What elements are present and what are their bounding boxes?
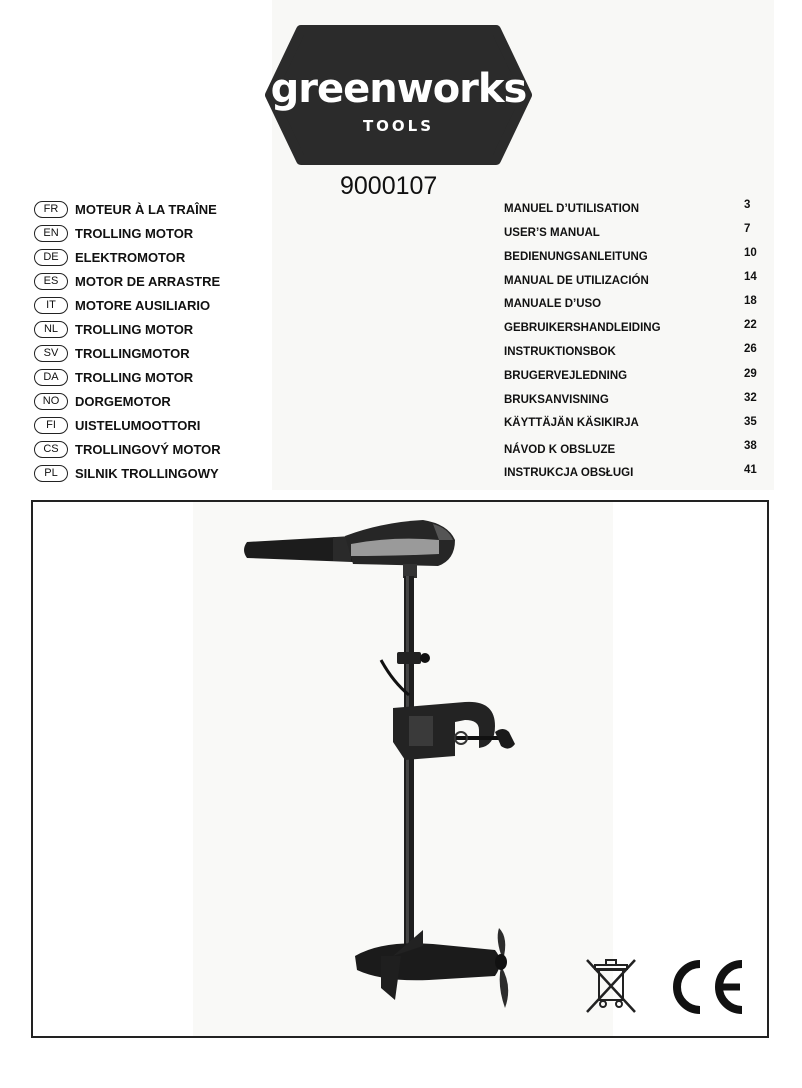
manual-title: KÄYTTÄJÄN KÄSIKIRJA <box>504 417 639 429</box>
language-row <box>34 342 190 364</box>
manual-title: GEBRUIKERSHANDLEIDING <box>504 322 661 334</box>
trolling-motor-illustration <box>233 510 573 1036</box>
product-name: SILNIK TROLLINGOWY <box>75 465 219 481</box>
product-image-frame <box>31 500 769 1038</box>
model-number: 9000107 <box>340 172 438 200</box>
language-code: FR <box>34 201 68 218</box>
language-row <box>34 222 193 244</box>
brand-name: greenworks <box>270 66 527 112</box>
language-row <box>34 318 193 340</box>
product-name: MOTEUR À LA TRAÎNE <box>75 201 217 217</box>
language-row <box>34 462 219 484</box>
page-number: 14 <box>744 271 757 283</box>
product-name: ELEKTROMOTOR <box>75 249 186 265</box>
language-code: IT <box>34 297 68 314</box>
language-row <box>34 414 200 436</box>
language-code: EN <box>34 225 68 242</box>
product-name: MOTORE AUSILIARIO <box>75 297 211 313</box>
language-code: DA <box>34 369 68 386</box>
page-number: 7 <box>744 223 751 235</box>
product-name: DORGEMOTOR <box>75 393 171 409</box>
product-name: TROLLINGOVÝ MOTOR <box>75 441 221 457</box>
page-number: 41 <box>744 464 757 476</box>
language-row <box>34 246 185 268</box>
crossed-out-bin-icon <box>581 956 641 1018</box>
product-name: TROLLINGMOTOR <box>75 345 190 361</box>
language-row <box>34 198 217 220</box>
language-code: CS <box>34 441 68 458</box>
manual-title: BEDIENUNGSANLEITUNG <box>504 251 648 263</box>
page-number: 29 <box>744 368 757 380</box>
page-number: 22 <box>744 319 757 331</box>
language-row <box>34 270 220 292</box>
ce-mark-icon <box>660 960 750 1014</box>
language-row <box>34 294 210 316</box>
page-number: 35 <box>744 416 757 428</box>
product-name: TROLLING MOTOR <box>75 225 194 241</box>
manual-title: MANUEL D’UTILISATION <box>504 203 640 215</box>
language-code: DE <box>34 249 68 266</box>
page-number: 26 <box>744 343 757 355</box>
language-code: PL <box>34 465 68 482</box>
brand-subtitle: TOOLS <box>362 117 435 135</box>
language-row <box>34 366 193 388</box>
page-number: 32 <box>744 392 757 404</box>
product-name: TROLLING MOTOR <box>75 369 194 385</box>
brand-logo <box>265 22 532 168</box>
language-code: FI <box>34 417 68 434</box>
page-number: 38 <box>744 440 757 452</box>
language-row <box>34 390 171 412</box>
manual-title: INSTRUKTIONSBOK <box>504 346 616 358</box>
manual-title: MANUAL DE UTILIZACIÓN <box>504 275 649 287</box>
page-number: 18 <box>744 295 757 307</box>
product-name: UISTELUMOOTTORI <box>75 417 201 433</box>
manual-title: BRUKSANVISNING <box>504 394 609 406</box>
manual-title: BRUGERVEJLEDNING <box>504 370 628 382</box>
manual-title: NÁVOD K OBSLUZE <box>504 444 616 456</box>
page-number: 10 <box>744 247 757 259</box>
language-code: NO <box>34 393 68 410</box>
manual-title: INSTRUKCJA OBSŁUGI <box>504 467 634 479</box>
product-name: TROLLING MOTOR <box>75 321 194 337</box>
manual-title: USER’S MANUAL <box>504 227 600 239</box>
language-code: NL <box>34 321 68 338</box>
language-row <box>34 438 221 460</box>
product-name: MOTOR DE ARRASTRE <box>75 273 221 289</box>
language-code: ES <box>34 273 68 290</box>
manual-title: MANUALE D’USO <box>504 298 602 310</box>
page-number: 3 <box>744 199 751 211</box>
language-code: SV <box>34 345 68 362</box>
